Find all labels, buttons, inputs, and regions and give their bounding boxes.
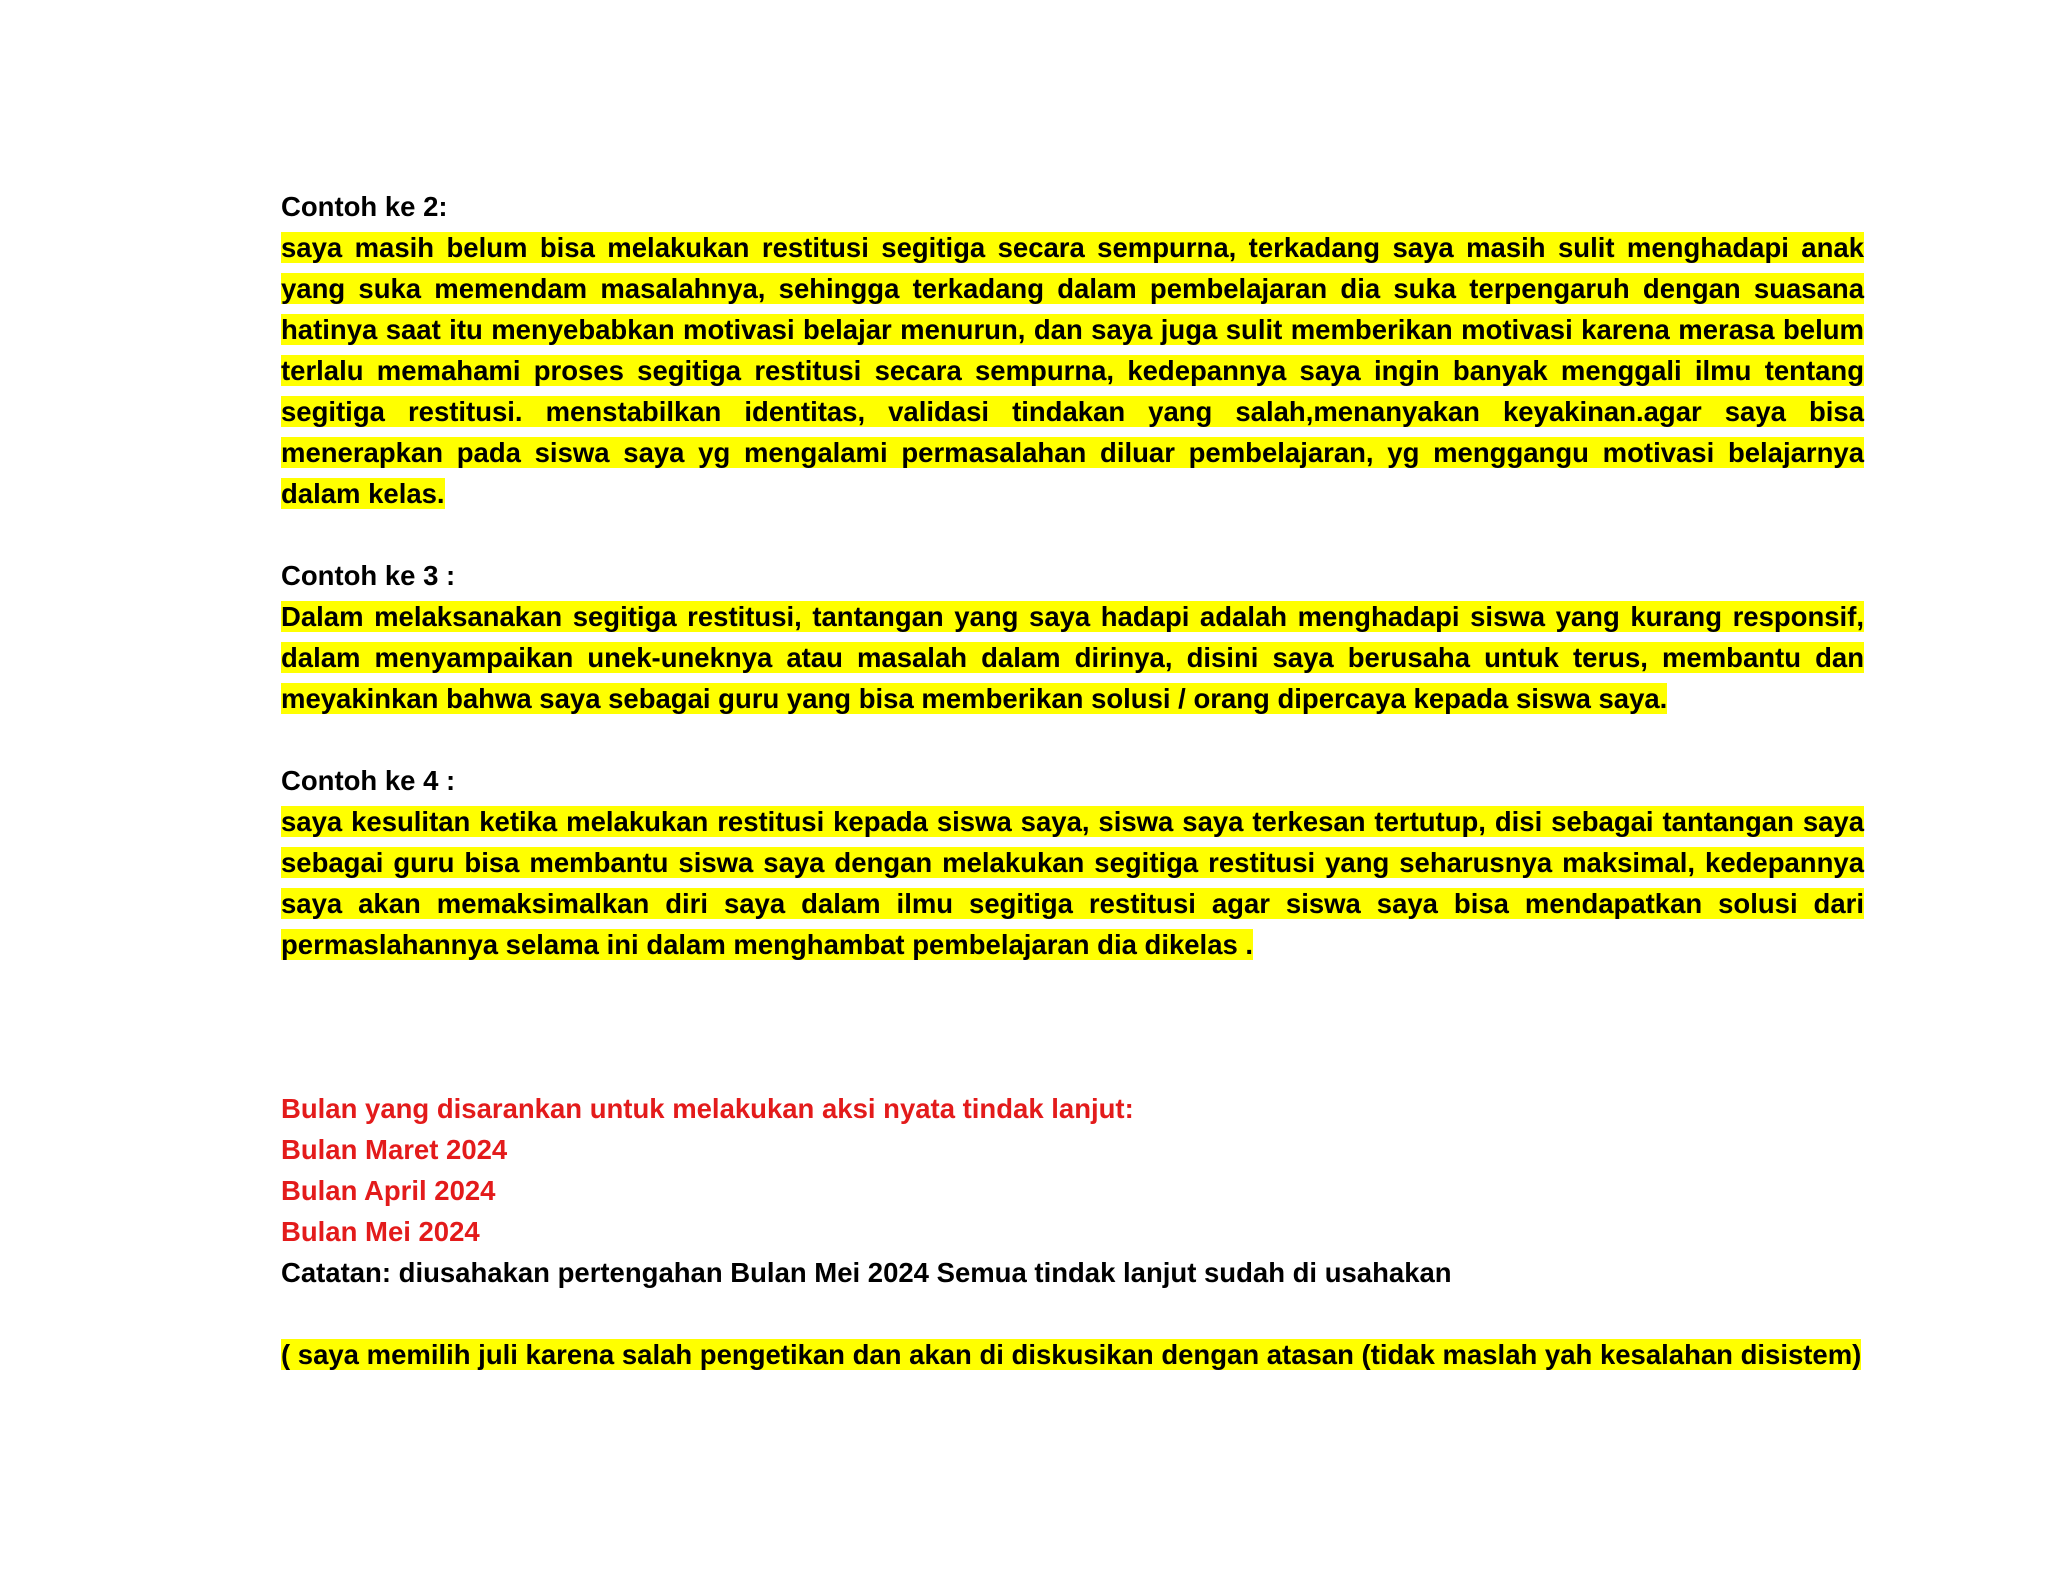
spacer (281, 1293, 1864, 1334)
spacer (281, 965, 1864, 1088)
highlighted-text: saya masih belum bisa melakukan restitusi segitiga secara sempurna, terkadang saya masih sulit menghadapi anak yang suka memendam masalahnya, sehingga terkadang dalam pembelajaran dia suka terpengaruh dengan suasana hatinya saat itu menyebabkan motivasi belajar menurun, dan saya juga sulit memberikan motivasi karena merasa belum terlalu memahami proses segitiga restitusi secara sempurna, kedepannya saya ingin banyak menggali ilmu tentang segitiga restitusi. menstabilkan identitas, validasi tindakan yang salah,menanyakan keyakinan.agar saya bisa menerapkan pada siswa saya yg mengalami permasalahan diluar pembelajaran, yg menggangu motivasi belajarnya dalam kelas. (281, 232, 1864, 509)
highlighted-remark: ( saya memilih juli karena salah pengetikan dan akan di diskusikan dengan atasan (tidak maslah yah kesalahan disistem) (281, 1339, 1862, 1370)
section-body-contoh-2 (281, 227, 1864, 514)
section-body-contoh-4 (281, 801, 1864, 965)
highlighted-text: Dalam melaksanakan segitiga restitusi, tantangan yang saya hadapi adalah menghadapi siswa yang kurang responsif, dalam menyampaikan unek-uneknya atau masalah dalam dirinya, disini saya berusaha untuk terus, membantu dan meyakinkan bahwa saya sebagai guru yang bisa memberikan solusi / orang dipercaya kepada siswa saya. (281, 601, 1864, 714)
highlighted-text: saya kesulitan ketika melakukan restitusi kepada siswa saya, siswa saya terkesan tertutup, disi sebagai tantangan saya sebagai guru bisa membantu siswa saya dengan melakukan segitiga restitusi yang seharusnya maksimal, kedepannya saya akan memaksimalkan diri saya dalam ilmu segitiga restitusi agar siswa saya bisa mendapatkan solusi dari permaslahannya selama ini dalam menghambat pembelajaran dia dikelas . (281, 806, 1864, 960)
recommended-month-march: Bulan Maret 2024 (281, 1134, 508, 1165)
recommendation-title: Bulan yang disarankan untuk melakukan aksi nyata tindak lanjut: (281, 1093, 1134, 1124)
spacer (281, 719, 1864, 760)
section-body-contoh-3 (281, 596, 1864, 719)
recommended-month-may: Bulan Mei 2024 (281, 1216, 480, 1247)
final-remark (281, 1334, 1864, 1375)
section-heading-contoh-3: Contoh ke 3 : (281, 560, 456, 591)
section-heading-contoh-4: Contoh ke 4 : (281, 765, 456, 796)
spacer (281, 514, 1864, 555)
document-page (281, 186, 1864, 1375)
recommended-month-april: Bulan April 2024 (281, 1175, 496, 1206)
section-heading-contoh-2: Contoh ke 2: (281, 191, 448, 222)
catatan-note: Catatan: diusahakan pertengahan Bulan Mei 2024 Semua tindak lanjut sudah di usahakan (281, 1257, 1452, 1288)
